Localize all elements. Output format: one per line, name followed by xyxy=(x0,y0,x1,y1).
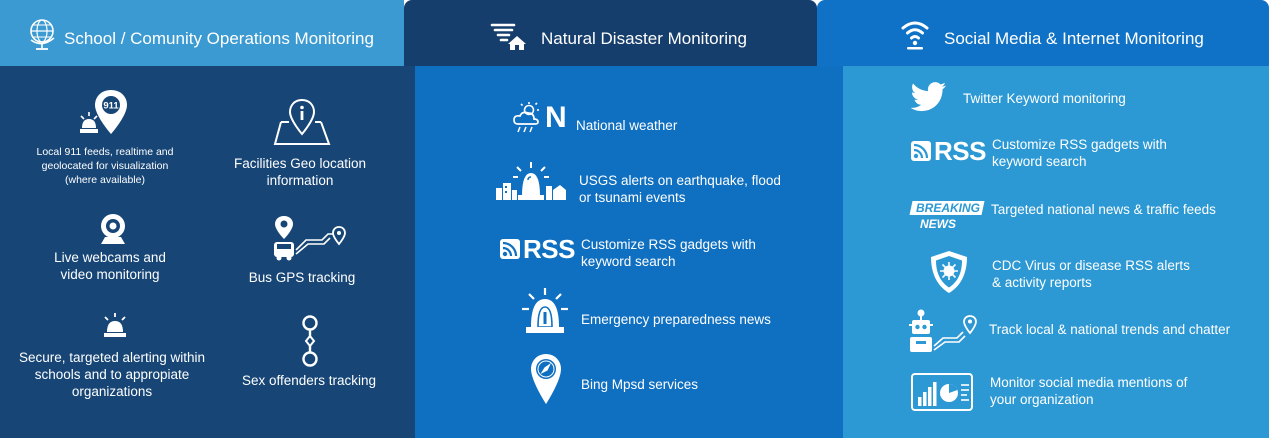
alarm-light-icon xyxy=(102,312,128,338)
col2-item-rss-label: Customize RSS gadgets with keyword search xyxy=(581,237,756,269)
webcam-icon xyxy=(97,213,129,245)
col1-item-facilities-label: Facilities Geo location information xyxy=(233,156,367,188)
tab-natural-disaster[interactable] xyxy=(404,0,817,66)
col2-item-emergency-label: Emergency preparedness news xyxy=(581,312,771,327)
tab-school-community[interactable] xyxy=(0,0,404,66)
city-alert-icon xyxy=(494,160,568,202)
emergency-beacon-icon xyxy=(518,287,572,335)
col1-item-bus-label: Bus GPS tracking xyxy=(248,270,356,285)
tornado-house-icon xyxy=(490,22,528,50)
col1-item-alerting-label: Secure, targeted alerting within schools and to appropiate organizations xyxy=(18,350,206,399)
breaking-news-icon xyxy=(911,199,985,233)
col3-item-mentions-label: Monitor social media mentions of your organization xyxy=(990,375,1188,407)
col1-item-webcams-label: Live webcams and video monitoring xyxy=(54,250,166,282)
rss-icon xyxy=(500,236,575,262)
twitter-bird-icon xyxy=(911,82,947,112)
svg-text:911: 911 xyxy=(103,100,119,112)
col1-item-911-label: Local 911 feeds, realtime and geolocated for visualization (where available) xyxy=(36,146,174,186)
rss-icon-text: RSS xyxy=(934,136,986,166)
globe-icon xyxy=(28,18,58,50)
robot-tracking-icon xyxy=(907,308,979,354)
col1-item-offenders-label: Sex offenders tracking xyxy=(241,373,377,388)
weather-cloud-icon xyxy=(512,102,544,134)
col3-item-news-label: Targeted national news & traffic feeds xyxy=(991,202,1216,217)
col2-item-weather-label: National weather xyxy=(576,118,678,133)
dashboard-chart-icon xyxy=(911,373,973,411)
bus-gps-icon xyxy=(272,214,348,262)
rss-feed-icon xyxy=(911,141,931,161)
rss-icon-text: RSS xyxy=(523,234,575,264)
tab-title-natural-disaster: Natural Disaster Monitoring xyxy=(541,29,747,48)
col3-item-twitter-label: Twitter Keyword monitoring xyxy=(963,91,1126,106)
news-text: NEWS xyxy=(920,217,956,231)
tab-title-social-media: Social Media & Internet Monitoring xyxy=(944,29,1204,48)
col3-item-trends-label: Track local & national trends and chatter xyxy=(989,322,1231,337)
rss-icon xyxy=(911,138,986,164)
911-pin-icon xyxy=(78,88,130,138)
col3-item-rss-label: Customize RSS gadgets with keyword search xyxy=(992,137,1167,169)
col3-item-cdc-label: CDC Virus or disease RSS alerts & activity reports xyxy=(992,258,1190,290)
col2-item-bing-label: Bing Mpsd services xyxy=(581,377,699,392)
virus-shield-icon xyxy=(929,250,969,294)
wifi-icon xyxy=(900,17,930,51)
tab-title-school-community: School / Comunity Operations Monitoring xyxy=(64,29,374,48)
compass-pin-icon xyxy=(529,353,563,405)
col2-item-usgs-label: USGS alerts on earthquake, flood or tsunami events xyxy=(579,173,781,205)
breaking-text: BREAKING xyxy=(916,201,981,215)
tab-social-media[interactable] xyxy=(817,0,1269,66)
map-location-icon xyxy=(273,98,331,148)
chain-icon xyxy=(300,315,320,367)
rss-feed-icon xyxy=(500,239,520,259)
weather-n-icon: N xyxy=(545,101,567,134)
